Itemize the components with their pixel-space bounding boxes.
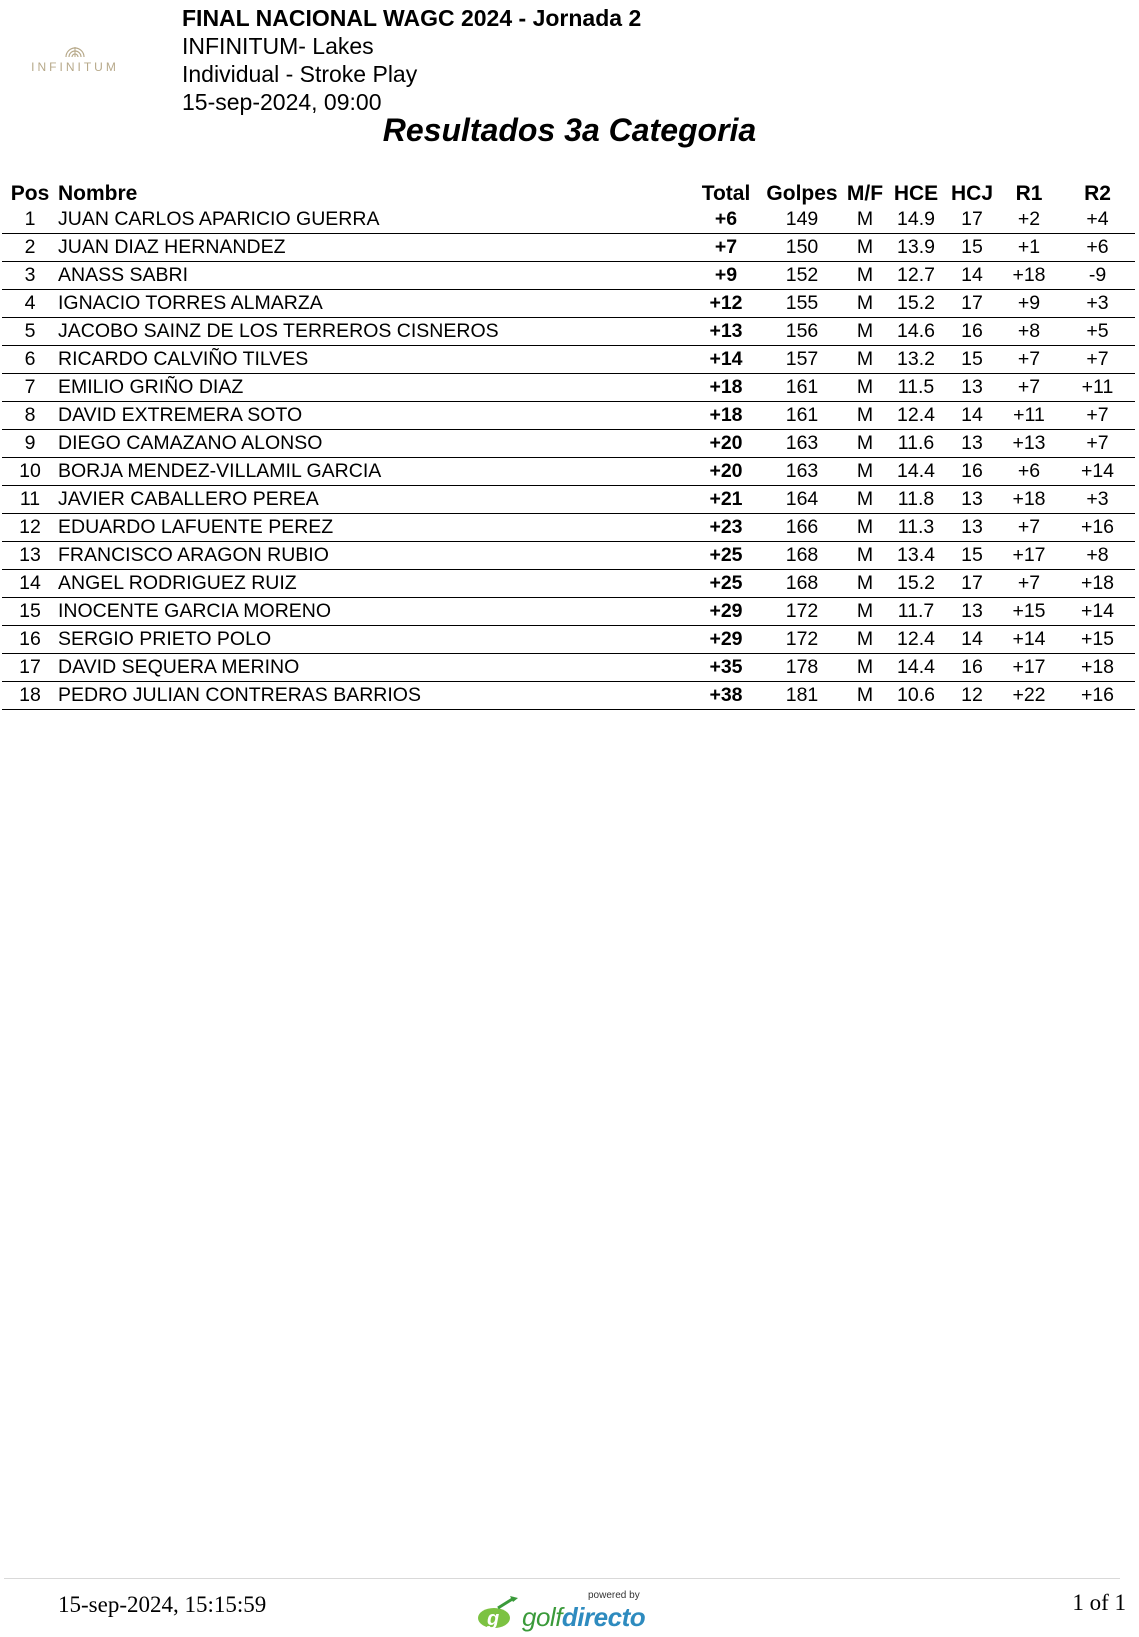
col-nombre: Nombre	[58, 182, 138, 205]
row-hcj: 17	[946, 570, 998, 598]
row-r1: +1	[998, 234, 1060, 262]
row-total: +9	[692, 262, 760, 290]
results-table	[2, 176, 1135, 710]
row-r1: +8	[998, 318, 1060, 346]
row-hcj: 15	[946, 346, 998, 374]
row-hcj: 14	[946, 626, 998, 654]
row-hcj: 16	[946, 654, 998, 682]
row-r2: -9	[1060, 262, 1135, 290]
row-golpes: 178	[760, 654, 844, 682]
col-r1: R1	[1015, 182, 1043, 205]
col-hcj: HCJ	[950, 182, 993, 205]
row-r1: +6	[998, 458, 1060, 486]
table-row	[2, 570, 1135, 598]
table-row	[2, 654, 1135, 682]
row-nombre: JUAN CARLOS APARICIO GUERRA	[58, 206, 692, 234]
table-row	[2, 514, 1135, 542]
row-nombre: ANASS SABRI	[58, 262, 692, 290]
row-nombre: PEDRO JULIAN CONTRERAS BARRIOS	[58, 682, 692, 710]
table-row	[2, 318, 1135, 346]
table-row	[2, 542, 1135, 570]
row-r2: +16	[1060, 682, 1135, 710]
row-r1: +11	[998, 402, 1060, 430]
row-hce: 14.4	[886, 458, 946, 486]
row-total: +25	[692, 542, 760, 570]
row-golpes: 164	[760, 486, 844, 514]
row-r2: +7	[1060, 402, 1135, 430]
table-row	[2, 682, 1135, 710]
row-hcj: 14	[946, 262, 998, 290]
row-total: +29	[692, 626, 760, 654]
row-hce: 13.9	[886, 234, 946, 262]
row-r2: +6	[1060, 234, 1135, 262]
table-row	[2, 206, 1135, 234]
row-r1: +9	[998, 290, 1060, 318]
row-pos: 4	[2, 290, 58, 318]
row-total: +18	[692, 374, 760, 402]
row-hcj: 15	[946, 542, 998, 570]
competition-format: Individual - Stroke Play	[182, 61, 418, 87]
row-hcj: 13	[946, 598, 998, 626]
row-nombre: INOCENTE GARCIA MORENO	[58, 598, 692, 626]
infinitum-logo	[30, 44, 120, 74]
row-r1: +13	[998, 430, 1060, 458]
event-datetime: 15-sep-2024, 09:00	[182, 89, 382, 115]
row-total: +25	[692, 570, 760, 598]
row-mf: M	[844, 318, 886, 346]
row-r2: +8	[1060, 542, 1135, 570]
row-golpes: 163	[760, 458, 844, 486]
row-hce: 11.7	[886, 598, 946, 626]
row-hce: 12.4	[886, 402, 946, 430]
row-mf: M	[844, 654, 886, 682]
table-row	[2, 486, 1135, 514]
row-hce: 13.4	[886, 542, 946, 570]
row-pos: 7	[2, 374, 58, 402]
col-pos: Pos	[10, 182, 50, 205]
row-r2: +15	[1060, 626, 1135, 654]
row-r1: +18	[998, 262, 1060, 290]
row-r2: +4	[1060, 206, 1135, 234]
brand-name-suffix: directo	[561, 1602, 646, 1632]
row-hcj: 14	[946, 402, 998, 430]
row-total: +14	[692, 346, 760, 374]
row-r1: +22	[998, 682, 1060, 710]
row-nombre: EDUARDO LAFUENTE PEREZ	[58, 514, 692, 542]
row-hce: 15.2	[886, 290, 946, 318]
row-hcj: 13	[946, 374, 998, 402]
row-r2: +16	[1060, 514, 1135, 542]
row-hcj: 15	[946, 234, 998, 262]
svg-text:g: g	[487, 1608, 500, 1630]
row-hce: 11.5	[886, 374, 946, 402]
row-mf: M	[844, 514, 886, 542]
table-row	[2, 402, 1135, 430]
row-mf: M	[844, 682, 886, 710]
row-hcj: 16	[946, 318, 998, 346]
print-timestamp: 15-sep-2024, 15:15:59	[58, 1592, 267, 1617]
row-hce: 15.2	[886, 570, 946, 598]
row-mf: M	[844, 206, 886, 234]
row-hce: 11.8	[886, 486, 946, 514]
infinitum-arch-icon	[64, 44, 86, 58]
table-row	[2, 598, 1135, 626]
row-hcj: 17	[946, 206, 998, 234]
row-golpes: 166	[760, 514, 844, 542]
row-nombre: BORJA MENDEZ-VILLAMIL GARCIA	[58, 458, 692, 486]
row-pos: 14	[2, 570, 58, 598]
row-r2: +5	[1060, 318, 1135, 346]
row-total: +13	[692, 318, 760, 346]
row-golpes: 161	[760, 402, 844, 430]
footer-divider	[4, 1578, 1120, 1579]
col-mf: M/F	[846, 182, 884, 205]
row-golpes: 150	[760, 234, 844, 262]
row-mf: M	[844, 598, 886, 626]
row-hcj: 13	[946, 486, 998, 514]
col-total: Total	[701, 182, 751, 205]
table-row	[2, 262, 1135, 290]
col-hce: HCE	[893, 182, 939, 205]
row-hce: 10.6	[886, 682, 946, 710]
row-total: +23	[692, 514, 760, 542]
row-nombre: IGNACIO TORRES ALMARZA	[58, 290, 692, 318]
row-hce: 14.6	[886, 318, 946, 346]
row-pos: 16	[2, 626, 58, 654]
row-golpes: 155	[760, 290, 844, 318]
brand-name	[522, 1602, 645, 1633]
table-row	[2, 458, 1135, 486]
row-hcj: 13	[946, 430, 998, 458]
row-hce: 11.6	[886, 430, 946, 458]
row-hce: 14.9	[886, 206, 946, 234]
row-total: +12	[692, 290, 760, 318]
row-mf: M	[844, 626, 886, 654]
row-nombre: ANGEL RODRIGUEZ RUIZ	[58, 570, 692, 598]
row-r1: +17	[998, 542, 1060, 570]
row-r2: +14	[1060, 598, 1135, 626]
row-hcj: 12	[946, 682, 998, 710]
row-nombre: SERGIO PRIETO POLO	[58, 626, 692, 654]
row-r2: +7	[1060, 346, 1135, 374]
row-total: +20	[692, 430, 760, 458]
row-pos: 11	[2, 486, 58, 514]
row-mf: M	[844, 570, 886, 598]
row-pos: 3	[2, 262, 58, 290]
row-r1: +7	[998, 570, 1060, 598]
row-total: +38	[692, 682, 760, 710]
row-golpes: 152	[760, 262, 844, 290]
row-total: +7	[692, 234, 760, 262]
row-pos: 5	[2, 318, 58, 346]
row-nombre: JACOBO SAINZ DE LOS TERREROS CISNEROS	[58, 318, 692, 346]
row-pos: 17	[2, 654, 58, 682]
row-pos: 1	[2, 206, 58, 234]
event-title: FINAL NACIONAL WAGC 2024 - Jornada 2	[182, 5, 642, 31]
row-golpes: 149	[760, 206, 844, 234]
col-r2: R2	[1084, 182, 1111, 205]
course-name: INFINITUM- Lakes	[182, 33, 374, 59]
row-r1: +7	[998, 346, 1060, 374]
row-hce: 12.4	[886, 626, 946, 654]
row-r1: +17	[998, 654, 1060, 682]
row-mf: M	[844, 262, 886, 290]
row-total: +6	[692, 206, 760, 234]
row-mf: M	[844, 346, 886, 374]
row-r1: +15	[998, 598, 1060, 626]
row-hce: 13.2	[886, 346, 946, 374]
row-r1: +7	[998, 374, 1060, 402]
logo-text: INFINITUM	[31, 60, 119, 74]
row-nombre: JUAN DIAZ HERNANDEZ	[58, 234, 692, 262]
table-row	[2, 346, 1135, 374]
event-header	[182, 4, 641, 116]
row-r2: +7	[1060, 430, 1135, 458]
row-golpes: 181	[760, 682, 844, 710]
row-nombre: JAVIER CABALLERO PEREA	[58, 486, 692, 514]
row-pos: 18	[2, 682, 58, 710]
row-hcj: 13	[946, 514, 998, 542]
row-r2: +14	[1060, 458, 1135, 486]
row-nombre: EMILIO GRIÑO DIAZ	[58, 374, 692, 402]
row-pos: 12	[2, 514, 58, 542]
row-nombre: DAVID SEQUERA MERINO	[58, 654, 692, 682]
golfdirecto-logo-icon	[476, 1596, 520, 1630]
row-r2: +3	[1060, 290, 1135, 318]
row-pos: 6	[2, 346, 58, 374]
row-hcj: 17	[946, 290, 998, 318]
row-hce: 14.4	[886, 654, 946, 682]
row-golpes: 163	[760, 430, 844, 458]
row-pos: 9	[2, 430, 58, 458]
row-r2: +18	[1060, 570, 1135, 598]
brand-name-prefix: golf	[522, 1602, 562, 1632]
row-golpes: 157	[760, 346, 844, 374]
row-total: +18	[692, 402, 760, 430]
row-nombre: RICARDO CALVIÑO TILVES	[58, 346, 692, 374]
row-golpes: 168	[760, 542, 844, 570]
row-pos: 13	[2, 542, 58, 570]
row-mf: M	[844, 486, 886, 514]
row-golpes: 172	[760, 598, 844, 626]
row-r2: +3	[1060, 486, 1135, 514]
powered-by-text: powered by	[588, 1590, 640, 1601]
row-golpes: 161	[760, 374, 844, 402]
row-mf: M	[844, 458, 886, 486]
table-row	[2, 374, 1135, 402]
row-pos: 8	[2, 402, 58, 430]
row-r2: +11	[1060, 374, 1135, 402]
table-row	[2, 430, 1135, 458]
table-row	[2, 290, 1135, 318]
row-hcj: 16	[946, 458, 998, 486]
row-pos: 2	[2, 234, 58, 262]
page-number: 1 of 1	[1072, 1590, 1126, 1615]
table-row	[2, 626, 1135, 654]
row-hce: 11.3	[886, 514, 946, 542]
row-hce: 12.7	[886, 262, 946, 290]
row-total: +35	[692, 654, 760, 682]
row-pos: 10	[2, 458, 58, 486]
row-golpes: 168	[760, 570, 844, 598]
row-pos: 15	[2, 598, 58, 626]
row-mf: M	[844, 430, 886, 458]
row-total: +20	[692, 458, 760, 486]
row-r1: +18	[998, 486, 1060, 514]
table-row	[2, 234, 1135, 262]
col-golpes: Golpes	[766, 182, 838, 205]
row-total: +21	[692, 486, 760, 514]
row-total: +29	[692, 598, 760, 626]
row-r1: +7	[998, 514, 1060, 542]
results-body	[2, 206, 1135, 710]
row-mf: M	[844, 234, 886, 262]
row-r1: +14	[998, 626, 1060, 654]
row-nombre: DIEGO CAMAZANO ALONSO	[58, 430, 692, 458]
row-golpes: 156	[760, 318, 844, 346]
row-r2: +18	[1060, 654, 1135, 682]
row-nombre: FRANCISCO ARAGON RUBIO	[58, 542, 692, 570]
table-header-row	[2, 176, 1135, 206]
row-golpes: 172	[760, 626, 844, 654]
row-nombre: DAVID EXTREMERA SOTO	[58, 402, 692, 430]
report-title: Resultados 3a Categoria	[382, 112, 757, 148]
row-mf: M	[844, 542, 886, 570]
golfdirecto-logo	[476, 1590, 646, 1630]
row-mf: M	[844, 290, 886, 318]
row-mf: M	[844, 402, 886, 430]
row-mf: M	[844, 374, 886, 402]
row-r1: +2	[998, 206, 1060, 234]
